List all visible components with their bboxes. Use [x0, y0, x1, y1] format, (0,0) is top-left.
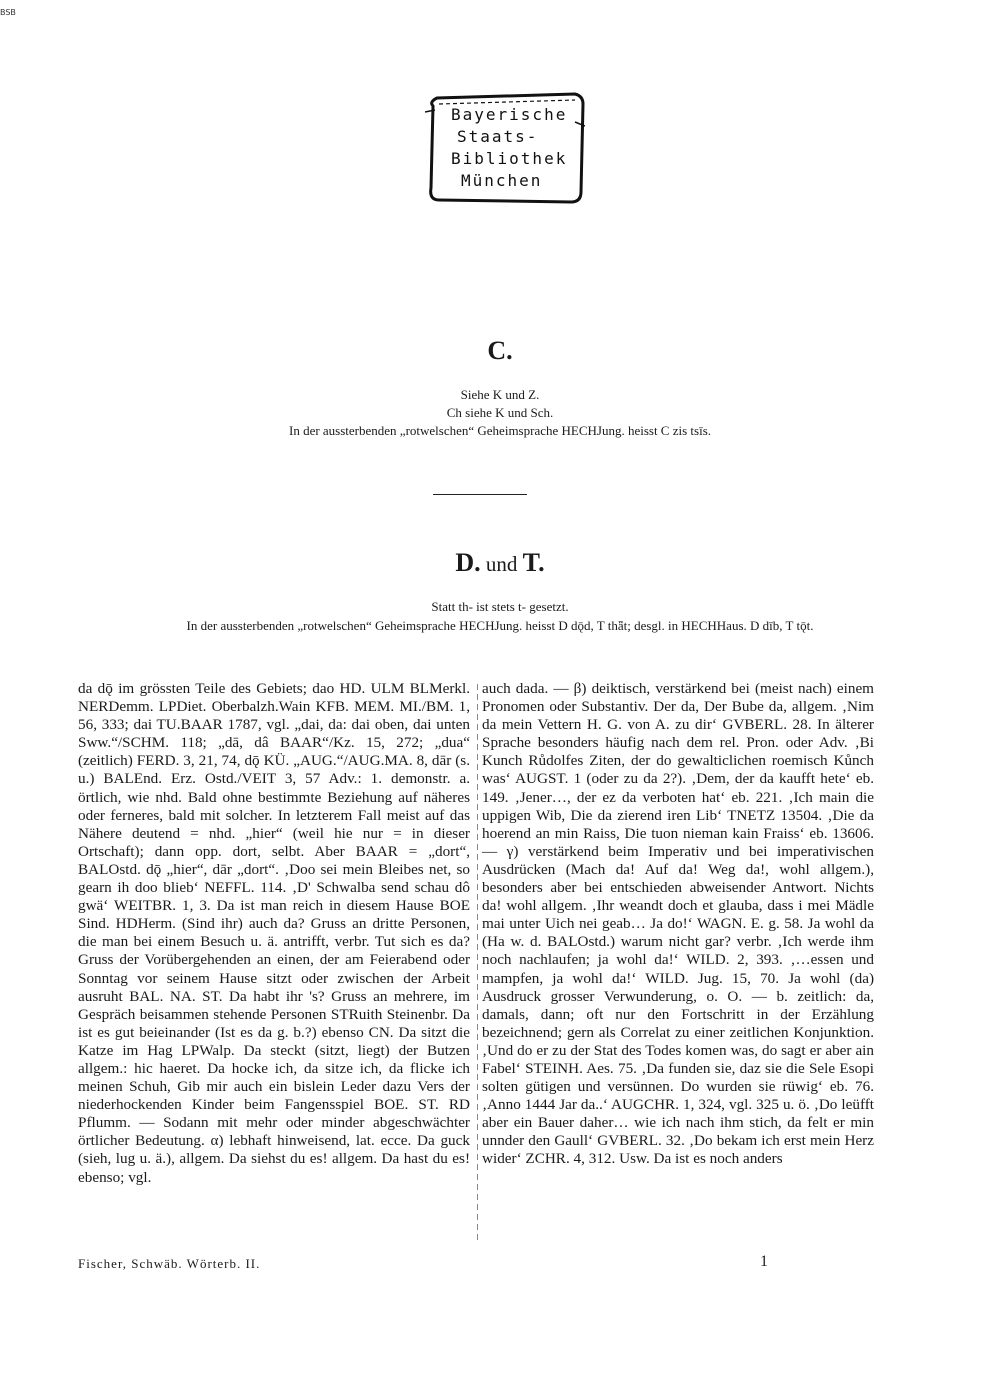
- stamp-line: München: [461, 171, 543, 190]
- stamp-line: Bibliothek: [451, 149, 568, 168]
- section-c-line: In der aussterbenden „rotwelschen“ Geheimsprache HECHJung. heisst C zis tsīs.: [288, 423, 712, 438]
- library-corner-mark: BSB: [0, 8, 16, 17]
- section-dt-line: Statt th- ist stets t- gesetzt.: [431, 599, 569, 614]
- page-number: 1: [760, 1253, 768, 1270]
- section-dt-line: In der aussterbenden „rotwelschen“ Geheimsprache HECHJung. heisst D dǭd, T thǟt; desgl. in HECHHaus. D dīb, T tǭt.: [186, 618, 814, 633]
- section-c-heading: C.: [487, 336, 513, 365]
- section-dt-heading: [0, 548, 1000, 578]
- footer-source: Fischer, Schwäb. Wörterb. II.: [78, 1256, 261, 1271]
- heading-d: D.: [455, 548, 481, 577]
- stamp-line: Bayerische: [451, 105, 568, 124]
- section-c-line: Ch siehe K und Sch.: [446, 405, 554, 420]
- column-divider: [477, 684, 478, 1244]
- heading-t: T.: [522, 548, 545, 577]
- entry-right-column: auch dada. — β) deiktisch, verstärkend bei (meist nach) einem Pronomen oder Substantiv. Der da, Der Bube da, allgem. ‚Nim da mein Vettern H. G. von A. zu dir‘ GVBERL. 28. In älterer Sprache besonders häufig nach dem rel. Pron. oder Adv. ‚Bi Kunch Růdolfes Ziten, der do gewalticlichen roemisch Kůnch was‘ AUGST. 1 (oder zu da 2?). ‚Dem, der da kaufft hete‘ eb. 149. ‚Jener…, der ez da verboten hat‘ eb. 221. ‚Ich main die uppigen Wib, Die da zierend iren Lib‘ TNETZ 13504. ‚Die da hoerend an min Raiss, Die tuon nieman kain Fraiss‘ eb. 13606. — γ) verstärkend beim Imperativ und bei imperativischen Ausdrücken (Mach da! Auf da! Weg da!, wohl allgem.), besonders aber bei entschieden abweisender Antwort. Nichts da! wohl allgem. ‚Ihr weandt doch et glauba, dass i mei Mädle mai unter Uich nei geab… Ja do!‘ WAGN. E. g. 58. Ja wohl da (Ha w. d. BALOstd.) warum nicht gar? verbr. ‚Ich werde ihm noch nachlaufen; ja wohl da!‘ WILD. 2, 393. ‚…essen und mampfen, ja wohl da!‘ WILD. Jug. 15, 70. Ja wohl (da) Ausdruck grosser Verwunderung, o. O. — b. zeitlich: da, damals, dann; oft nur den Fortschritt in der Erzählung bezeichnend; gern als Correlat zu einer zeitlichen Konjunktion. ‚Und do er zu der Stat des Todes komen was, do sagt er aber ain Fabel‘ STEINH. Aes. 75. ‚Da funden sie, daz sie die Sele Esopi solten gütigen und versünnen. Do wurden sie rüwig‘ eb. 76. ‚Anno 1444 Jar da..‘ AUGCHR. 1, 324, vgl. 325 u. ö. ‚Do leüfft aber ein Bauer daher… wie ich nach ihm stich, da felt er min unnder den Gaull‘ GVBERL. 32. ‚Do bekam ich erst mein Herz wider‘ ZCHR. 4, 312. Usw. Da ist es noch anders: [482, 680, 874, 1168]
- heading-und: und: [485, 552, 518, 576]
- entry-left-column: da dǭ im grössten Teile des Gebiets; dao HD. ULM BLMerkl. NERDemm. LPDiet. Oberbalzh.Wain KFB. MEM. MI./BM. 1, 56, 333; dai TU.BAAR 1787, vgl. „dai, da: dai oben, dai unten Sww.“/SCHM. 118; „dā, dâ BAAR“/Kz. 15, 272; „dua“ (zeitlich) FERD. 3, 21, 74, dǭ KÜ. „AUG.“/AUG.MA. 8, dār (s. u.) BALEnd. Erz. Ostd./VEIT 3, 57 Adv.: 1. demonstr. a. örtlich, wie nhd. Bald ohne bestimmte Beziehung auf näheres oder ferneres, bald mit solcher. In letzterem Fall meist auf das Nähere deutend = nhd. „hier“ (weil hie nur = in dieser Ortschaft); dann opp. dort, selbt. Aber BAAR = „dort“, BALOstd. dǭ „hier“, dār „dort“. ‚Doo sei mein Bleibes net, so gearn ih doo blieb‘ NEFFL. 114. ‚D' Schwalba send schau dô gwä‘ WEITBR. 1, 3. Da ist man reich in diesem Hause BOE Sind. HDHerm. (Sind ihr) auch da? Gruss an dritte Personen, die man bei einem Besuch u. ä. antrifft, verbr. Tut sich es da? Gruss der Vorübergehenden an einen, der am Feierabend oder Sonntag vor seinem Hause sitzt oder zwischen der Arbeit ausruht BAL. NA. ST. Da habt ihr 's? Gruss an mehrere, im Gespräch beisammen stehende Personen STRuith Steinenbr. Da ist es gut beieinander (Ist es da g. b.?) ebenso CN. Da sitzt die Katze im Hag LPWalp. Da steckt (sitzt, liegt) der Butzen allgem.: hic haeret. Da hocke ich, da sitze ich, da flicke ich meinen Schuh, Gib mir auch ein bislein Leder dazu Vers der niederhockenden Kinder beim Fangensspiel BOE. ST. RD Pflumm. — Sodann mit mehr oder minder abgeschwächter örtlicher Bedeutung. α) lebhaft hinweisend, lat. ecce. Da guck (sieh, lug u. ä.), allgem. Da siehst du es! allgem. Da hast du es! ebenso; vgl.: [78, 680, 470, 1186]
- section-c-line: Siehe K und Z.: [460, 387, 540, 402]
- stamp-line: Staats-: [457, 127, 539, 146]
- library-stamp: [425, 92, 585, 204]
- section-divider: [433, 494, 527, 495]
